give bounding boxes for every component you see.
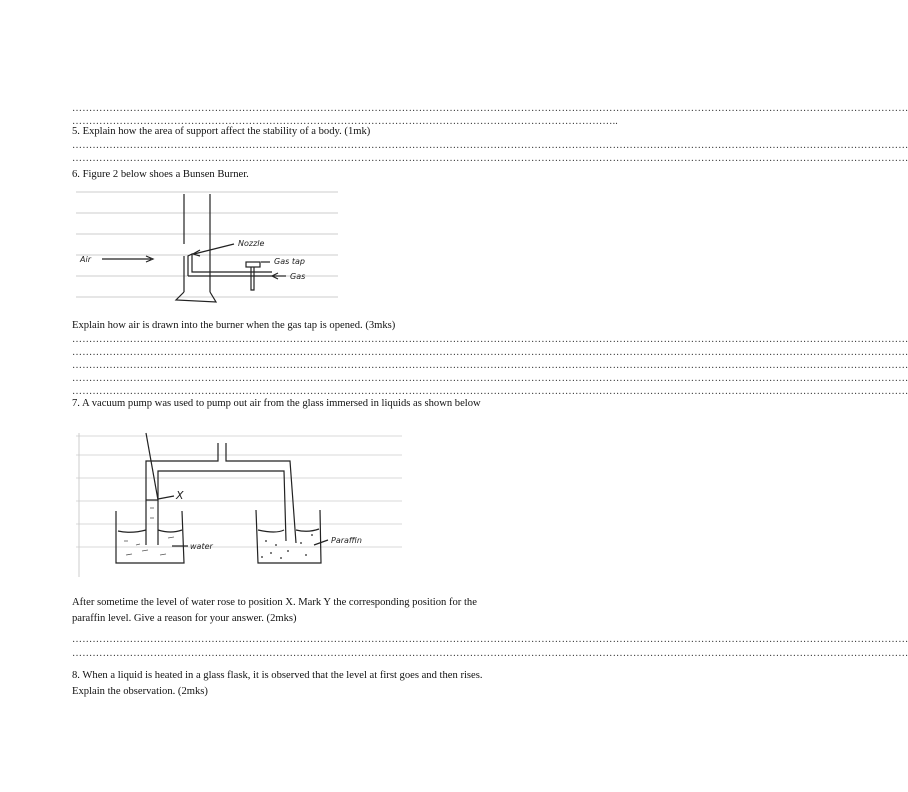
answer-line[interactable]: ………………………………………………………………………………………………………………………………………………………………………………………………………………………… — [72, 103, 908, 114]
water-label: water — [190, 542, 213, 551]
question-7-prompt-line2: paraffin level. Give a reason for your answer. (2mks) — [72, 613, 297, 624]
question-7: 7. A vacuum pump was used to pump out air from the glass immersed in liquids as shown below — [72, 398, 481, 409]
answer-line[interactable]: …………………………………………………………………………………………………………………………………………….. — [72, 116, 618, 127]
gas-label: Gas — [290, 272, 306, 281]
bunsen-burner-figure — [76, 184, 338, 302]
question-6: 6. Figure 2 below shoes a Bunsen Burner. — [72, 169, 249, 180]
question-7-prompt-line1: After sometime the level of water rose to position X. Mark Y the corresponding position for the — [72, 597, 477, 608]
answer-line[interactable]: ………………………………………………………………………………………………………………………………………………………………………………………………………………………… — [72, 360, 908, 371]
vacuum-pump-figure — [76, 433, 402, 577]
answer-line[interactable]: ………………………………………………………………………………………………………………………………………………………………………………………………………………………… — [72, 140, 908, 151]
answer-line[interactable]: ………………………………………………………………………………………………………………………………………………………………………………………………………………………… — [72, 334, 908, 345]
question-8-line2: Explain the observation. (2mks) — [72, 686, 208, 697]
air-label: Air — [80, 255, 91, 264]
answer-line[interactable]: ………………………………………………………………………………………………………………………………………………………………………………………………………………………… — [72, 153, 908, 164]
question-6-prompt: Explain how air is drawn into the burner when the gas tap is opened. (3mks) — [72, 320, 396, 331]
gas-tap-label: Gas tap — [274, 257, 305, 266]
question-8-line1: 8. When a liquid is heated in a glass flask, it is observed that the level at first goes and then rises. — [72, 670, 483, 681]
x-label: X — [176, 489, 184, 502]
answer-line[interactable]: ………………………………………………………………………………………………………………………………………………………………………………………………………………………… — [72, 347, 908, 358]
paraffin-label: Paraffin — [331, 536, 362, 545]
answer-line[interactable]: ………………………………………………………………………………………………………………………………………………………………………………………………………………………… — [72, 373, 908, 384]
answer-line[interactable]: ………………………………………………………………………………………………………………………………………………………………………………………………………………………… — [72, 648, 908, 659]
answer-line[interactable]: ………………………………………………………………………………………………………………………………………………………………………………………………………………………… — [72, 386, 908, 397]
nozzle-label: Nozzle — [238, 239, 265, 248]
question-5: 5. Explain how the area of support affect the stability of a body. (1mk) — [72, 126, 371, 137]
answer-line[interactable]: ………………………………………………………………………………………………………………………………………………………………………………………………………………………… — [72, 634, 908, 645]
